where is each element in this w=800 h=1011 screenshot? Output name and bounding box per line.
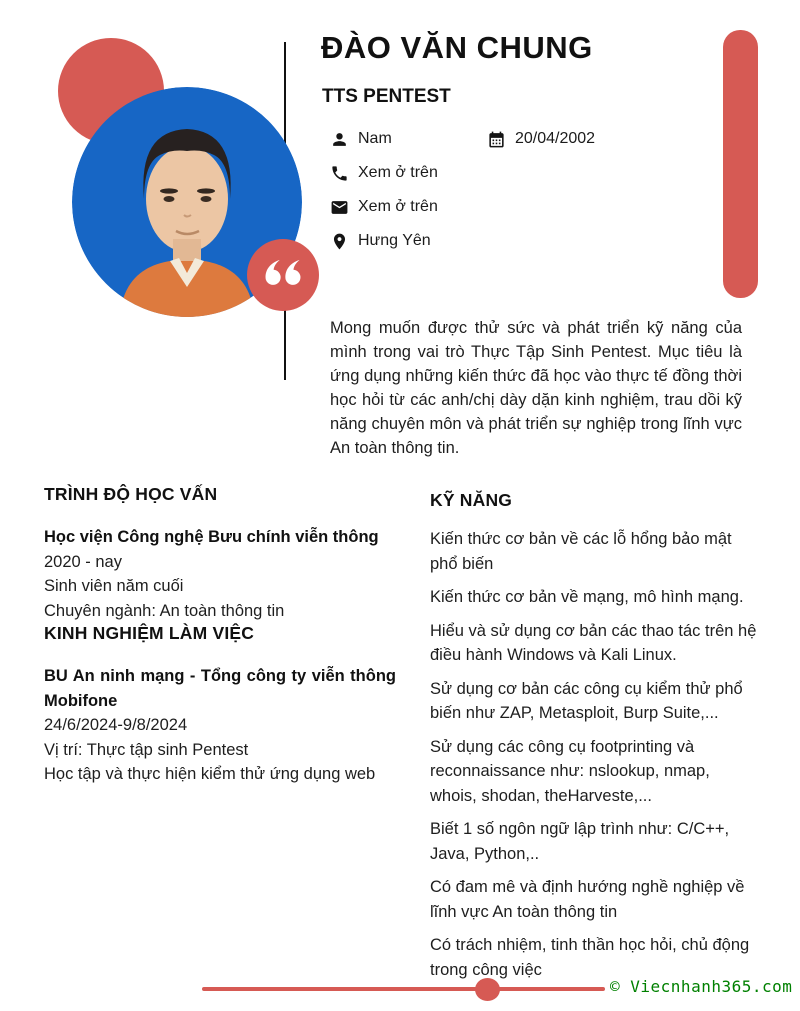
- contact-gender: [330, 130, 487, 149]
- phone-icon: [330, 164, 349, 183]
- footer-accent-dot: [475, 978, 500, 1001]
- person-icon: [330, 130, 349, 149]
- education-heading: TRÌNH ĐỘ HỌC VẤN: [44, 484, 218, 504]
- left-column: [44, 484, 396, 787]
- contact-birthday: [487, 130, 595, 149]
- address-value: Hưng Yên: [358, 232, 431, 249]
- contact-row: [330, 122, 730, 156]
- skills-column: [430, 490, 760, 991]
- job-title: TTS PENTEST: [322, 86, 451, 107]
- skills-heading: KỸ NĂNG: [430, 490, 513, 510]
- skill-item: Có trách nhiệm, tinh thần học hỏi, chủ động trong công việc: [430, 936, 750, 979]
- skill-item: Hiểu và sử dụng cơ bản các thao tác trên hệ điều hành Windows và Kali Linux.: [430, 621, 757, 664]
- skill-item: Sử dụng các công cụ footprinting và reconnaissance như: nslookup, nmap, whois, shodan, theHarveste,...: [430, 737, 710, 805]
- experience-position: Vị trí: Thực tập sinh Pentest: [44, 740, 249, 759]
- quote-badge: [247, 239, 319, 311]
- contact-row: [330, 224, 730, 258]
- skill-item: Biết 1 số ngôn ngữ lập trình như: C/C++, Java, Python,..: [430, 820, 730, 863]
- skill-item: Kiến thức cơ bản về mạng, mô hình mạng.: [430, 588, 744, 606]
- career-objective: Mong muốn được thử sức và phát triển kỹ năng của mình trong vai trò Thực Tập Sinh Pentest. Mục tiêu là ứng dụng những kiến thức đã học vào thực tế đồng thời học hỏi từ các anh/chị dày dặn kinh nghiệm, trau dồi kỹ năng chuyên môn và phát triển sự nghiệp trong lĩnh vực An toàn thông tin.: [330, 319, 742, 457]
- education-status: Sinh viên năm cuối: [44, 577, 184, 595]
- contact-row: [330, 156, 730, 190]
- experience-period: 24/6/2024-9/8/2024: [44, 716, 188, 734]
- footer-accent-line: [202, 987, 605, 991]
- email-value: Xem ở trên: [358, 198, 438, 215]
- calendar-icon: [487, 130, 506, 149]
- education-school: Học viện Công nghệ Bưu chính viễn thông: [44, 528, 379, 546]
- education-period: 2020 - nay: [44, 552, 122, 571]
- contact-email: [330, 198, 438, 217]
- phone-value: Xem ở trên: [358, 164, 438, 181]
- footer-copyright: © Viecnhanh365.com: [610, 977, 793, 996]
- experience-description: Học tập và thực hiện kiểm thử ứng dụng web: [44, 765, 376, 783]
- skill-item: Sử dụng cơ bản các công cụ kiểm thử phổ biến như ZAP, Metasploit, Burp Suite,...: [430, 679, 743, 722]
- experience-company: BU An ninh mạng - Tổng công ty viễn thông Mobifone: [44, 667, 396, 710]
- skill-item: Có đam mê và định hướng nghề nghiệp về lĩnh vực An toàn thông tin: [430, 878, 745, 921]
- experience-heading: KINH NGHIỆM LÀM VIỆC: [44, 623, 255, 643]
- contact-address: [330, 232, 431, 251]
- contact-row: [330, 190, 730, 224]
- contact-info: [330, 122, 730, 258]
- skill-item: Kiến thức cơ bản về các lỗ hổng bảo mật phổ biến: [430, 530, 732, 573]
- gender-value: Nam: [358, 130, 392, 147]
- mail-icon: [330, 198, 349, 217]
- location-icon: [330, 232, 349, 251]
- birthday-value: 20/04/2002: [515, 130, 596, 147]
- quote-icon: [260, 258, 306, 292]
- decorative-red-bar: [723, 30, 758, 298]
- education-major: Chuyên ngành: An toàn thông tin: [44, 601, 285, 620]
- contact-phone: [330, 164, 438, 183]
- candidate-name: ĐÀO VĂN CHUNG: [321, 30, 593, 65]
